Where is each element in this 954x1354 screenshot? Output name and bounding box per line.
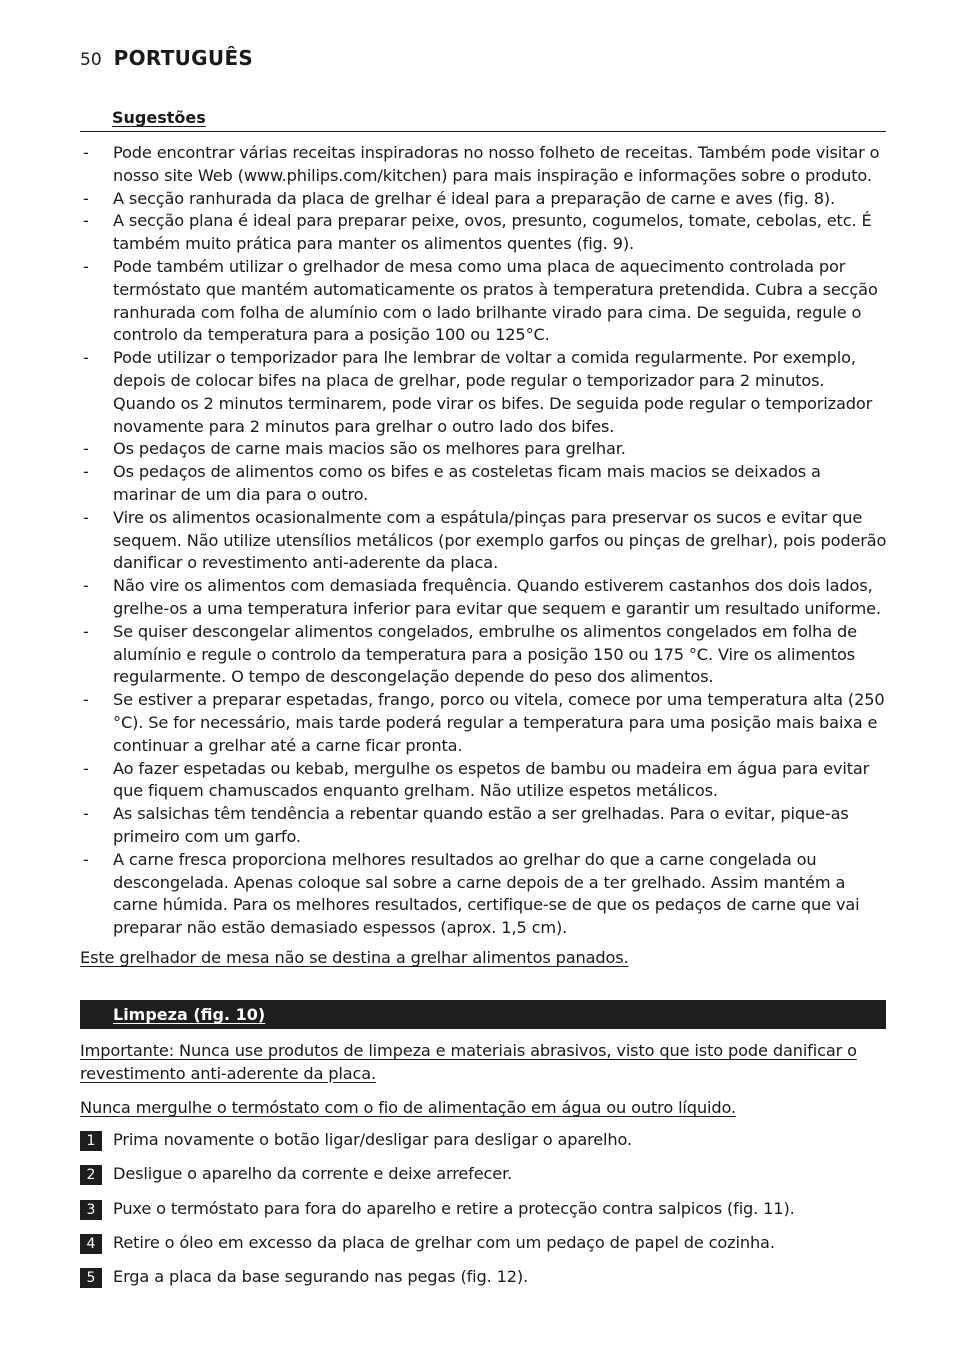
- list-item: [80, 210, 888, 256]
- step-number-badge: 1: [80, 1131, 102, 1151]
- page-number: 50: [80, 50, 102, 70]
- list-item: [80, 689, 888, 757]
- tip-text: Não vire os alimentos com demasiada frequência. Quando estiverem castanhos dos dois lados, grelhe-os a uma temperatura inferior para evitar que sequem e garantir um resultado uniforme.: [113, 576, 881, 618]
- list-item: [80, 256, 888, 347]
- tip-text: Os pedaços de carne mais macios são os melhores para grelhar.: [113, 439, 626, 459]
- tips-list: [80, 142, 888, 940]
- immersion-warning: [80, 1097, 890, 1120]
- list-item: [80, 461, 888, 507]
- tip-text: Pode encontrar várias receitas inspiradoras no nosso folheto de receitas. Também pode visitar o nosso site Web (www.philips.com/kitchen) para mais inspiração e informações sobre o produto.: [113, 143, 880, 185]
- immersion-warning-text: Nunca mergulhe o termóstato com o fio de alimentação em água ou outro líquido.: [80, 1098, 736, 1117]
- cleaning-section-heading: [80, 1000, 886, 1029]
- tip-text: Vire os alimentos ocasionalmente com a espátula/pinças para preservar os sucos e evitar que sequem. Não utilize utensílios metálicos (por exemplo garfos ou pinças de grelhar), pois poderão danificar o revestimento anti-aderente da placa.: [113, 507, 887, 573]
- dash-bullet: -: [83, 507, 89, 527]
- page-header: [80, 46, 253, 76]
- list-item: [80, 142, 888, 188]
- tip-text: A secção ranhurada da placa de grelhar é ideal para a preparação de carne e aves (fig. 8).: [113, 188, 836, 208]
- list-item: [80, 849, 888, 940]
- panados-note-text: Este grelhador de mesa não se destina a grelhar alimentos panados.: [80, 948, 629, 967]
- dash-bullet: -: [83, 256, 89, 276]
- tip-text: A carne fresca proporciona melhores resultados ao grelhar do que a carne congelada ou descongelada. Apenas coloque sal sobre a carne depois de a ter grelhado. Assim mantém a carne húmida. Para os melhores resultados, certifique-se de que os pedaços de carne que vai preparar não estão demasiado espessos (aprox. 1,5 cm).: [113, 849, 860, 938]
- tip-text: A secção plana é ideal para preparar peixe, ovos, presunto, cogumelos, tomate, cebolas, etc. É também muito prática para manter os alimentos quentes (fig. 9).: [113, 211, 872, 254]
- tip-text: Pode também utilizar o grelhador de mesa como uma placa de aquecimento controlada por termóstato que mantém automaticamente os pratos à temperatura pretendida. Cubra a secção ranhurada com folha de alumínio com o lado brilhante virado para cima. De seguida, regule o controlo da temperatura para a posição 100 ou 125°C.: [113, 256, 878, 345]
- dash-bullet: -: [83, 804, 89, 824]
- step-text: Desligue o aparelho da corrente e deixe arrefecer.: [113, 1164, 513, 1184]
- dash-bullet: -: [83, 439, 89, 459]
- step-text: Retire o óleo em excesso da placa de grelhar com um pedaço de papel de cozinha.: [113, 1232, 775, 1252]
- dash-bullet: -: [83, 211, 89, 231]
- step-item: [80, 1165, 890, 1199]
- list-item: [80, 575, 888, 621]
- step-text: Erga a placa da base segurando nas pegas (fig. 12).: [113, 1267, 529, 1287]
- tips-section-title: Sugestões: [112, 108, 206, 127]
- step-number-badge: 2: [80, 1165, 102, 1185]
- dash-bullet: -: [83, 188, 89, 208]
- step-text: Prima novamente o botão ligar/desligar para desligar o aparelho.: [113, 1130, 632, 1149]
- language-heading: PORTUGUÊS: [113, 46, 254, 70]
- dash-bullet: -: [83, 758, 89, 778]
- tip-text: As salsichas têm tendência a rebentar quando estão a ser grelhadas. Para o evitar, pique-as primeiro com um garfo.: [113, 804, 849, 846]
- important-note-text: Importante: Nunca use produtos de limpeza e materiais abrasivos, visto que isto pode danificar o revestimento anti-aderente da placa.: [80, 1041, 857, 1083]
- tip-text: Se estiver a preparar espetadas, frango, porco ou vitela, comece por uma temperatura alta (250 °C). Se for necessário, mais tarde poderá regular a temperatura para uma posição mais baixa e continuar a grelhar até a carne ficar pronta.: [113, 690, 885, 755]
- tips-section-heading: [80, 107, 886, 132]
- cleaning-section-title: Limpeza (fig. 10): [113, 1005, 266, 1024]
- list-item: [80, 803, 888, 849]
- cleaning-steps: [80, 1131, 890, 1302]
- dash-bullet: -: [83, 621, 89, 641]
- dash-bullet: -: [83, 576, 89, 596]
- tip-text: Pode utilizar o temporizador para lhe lembrar de voltar a comida regularmente. Por exemplo, depois de colocar bifes na placa de grelhar, pode regular o temporizador para 2 minutos. Quando os 2 minutos terminarem, pode virar os bifes. De seguida pode regular o temporizador novamente para 2 minutos para grelhar o outro lado dos bifes.: [113, 348, 873, 436]
- dash-bullet: -: [83, 143, 89, 162]
- step-number-badge: 5: [80, 1268, 102, 1288]
- step-text: Puxe o termóstato para fora do aparelho e retire a protecção contra salpicos (fig. 11).: [113, 1198, 795, 1218]
- tip-text: Ao fazer espetadas ou kebab, mergulhe os espetos de bambu ou madeira em água para evitar que fiquem chamuscados enquanto grelham. Não utilize espetos metálicos.: [113, 758, 870, 801]
- step-item: [80, 1131, 890, 1165]
- step-item: [80, 1200, 890, 1234]
- tip-text: Se quiser descongelar alimentos congelados, embrulhe os alimentos congelados em folha de alumínio e regule o controlo da temperatura para a posição 150 ou 175 °C. Vire os alimentos regularmente. O tempo de descongelação depende do peso dos alimentos.: [113, 621, 857, 687]
- tip-text: Os pedaços de alimentos como os bifes e as costeletas ficam mais macios se deixados a marinar de um dia para o outro.: [113, 462, 821, 504]
- important-note: [80, 1040, 890, 1086]
- step-number-badge: 3: [80, 1200, 102, 1220]
- step-number-badge: 4: [80, 1234, 102, 1254]
- list-item: [80, 347, 888, 438]
- step-item: [80, 1268, 890, 1302]
- list-item: [80, 621, 888, 689]
- dash-bullet: -: [83, 849, 89, 869]
- step-item: [80, 1234, 890, 1268]
- list-item: [80, 438, 888, 461]
- list-item: [80, 507, 888, 575]
- panados-note: [80, 947, 890, 970]
- dash-bullet: -: [83, 690, 89, 710]
- list-item: [80, 758, 888, 804]
- list-item: [80, 188, 888, 211]
- dash-bullet: -: [83, 348, 89, 368]
- dash-bullet: -: [83, 462, 89, 482]
